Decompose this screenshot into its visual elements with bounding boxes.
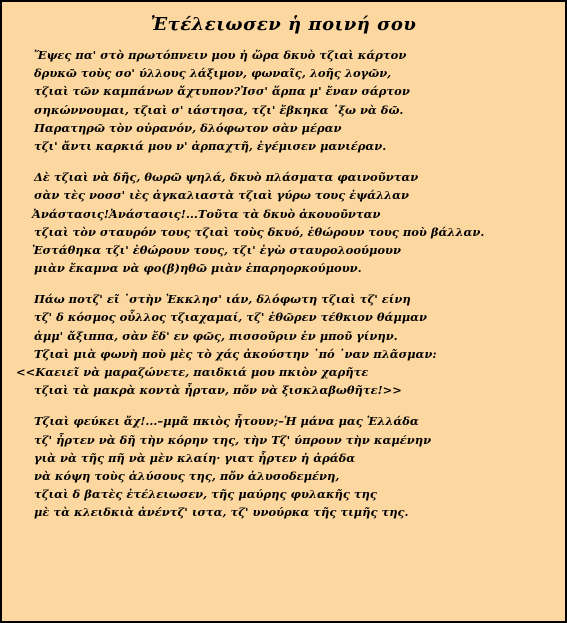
verse-line: σὰν τὲς νοσσ' ιὲς ἀγκαλιαστὰ τζιαὶ γύρω τους ἐψάλλαν — [34, 188, 409, 203]
stanza — [2, 168, 565, 277]
stanza — [2, 412, 565, 521]
verse-line: μιὰν ἔκαμνα νὰ φο(β)ηθῶ μιὰν ἐπαρηορκούμουν. — [34, 261, 362, 276]
verse-line: τζιαὶ τῶν καμπάνων ἄχτυπον?Ἰσσ' ἅρπα μ' ἔναν σάρτον — [34, 84, 410, 99]
verse-line: ἀμμ' ἄξιππα, σὰν ἔδ' εν φῶς, πισσοῦριν ἐν μποῦ γίνην. — [34, 328, 398, 343]
verse-line: τζι' ἄντι καρκιά μου ν' ἀρπαχτῆ, ἐγέμισεν μανιέραν. — [34, 138, 387, 153]
verse-line: τζ' ἦρτεν νὰ δῆ τὴν κόρην της, τὴν Τζ' ύπρουν τὴν καμένην — [34, 432, 432, 447]
verse-line: σηκώννουμαι, τζιαὶ σ' ιάστησα, τζι' ἔβκηκα ᾽ξω νὰ δῶ. — [34, 102, 404, 117]
verse-line: Τζιαὶ φεύκει ἄχ!...–μμᾶ πκιὸς ἦτουν;–Ἡ μάνα μας Ἑλλάδα — [34, 414, 419, 429]
stanza — [2, 46, 565, 155]
verse-line: τζιαὶ τὸν σταυρόν τους τζιαὶ τοὺς δκυό, ἐθώρουν τους ποὺ βάλλαν. — [34, 224, 485, 239]
verse-line: γιὰ νὰ τῆς πῆ νὰ μὲν κλαίη· γιατ ἦρτεν ἡ ἀράδα — [34, 450, 356, 465]
verse-line: Δὲ τζιαὶ νὰ δῆς, θωρῶ ψηλά, δκυὸ πλάσματα φαινοῦνταν — [34, 170, 419, 185]
verse-line: Ἔψες πα' στὸ πρωτόπνειν μου ἡ ὥρα δκυὸ τζιαὶ κάρτον — [34, 48, 407, 62]
verse-line: τζιαὶ τὰ μακρὰ κοντὰ ἦρταν, πὄν νὰ ξισκλαβωθῆτε!>> — [34, 383, 402, 398]
verse-line: νὰ κόψη τοὺς ἁλύσους της, πὄν ἁλυσοδεμένη, — [34, 468, 340, 483]
verse-line: μὲ τὰ κλειδκιὰ ἀνέντζ' ιστα, τζ' υνούρκα τῆς τιμῆς της. — [34, 505, 409, 520]
verse-line: δρυκῶ τοὺς σο' ύλλους λάξιμον, φωναῖς, λοῆς λογῶν, — [34, 66, 392, 81]
verse-line: τζ' δ κόσμος οὖλλος τζιαχαμαί, τζ' ἐθῶρεν τέθκιον θάμμαν — [34, 310, 428, 325]
verse-line: Πάω ποτζ' εῖ ᾽στὴν Ἐκκλησ' ιάν, δλόφωτη τζιαὶ τζ' είνη — [34, 292, 411, 307]
verse-line: Τζιαὶ μιὰ φωνὴ ποὺ μὲς τὸ χάς ἀκούστην ᾽πό ᾽ναν πλᾶσμαν: — [34, 346, 437, 361]
verse-line: Ἀνάστασις!Ἀνάστασις!...Τοῦτα τὰ δκυὸ ἀκουοῦνταν — [32, 206, 381, 221]
verse-line: <<Καειεῖ νὰ μαραζώνετε, παιδκιά μου πκιὸν χαρῆτε — [16, 365, 369, 379]
verse-line: Ἐστάθηκα τζι' ἐθώρουν τους, τζι' ἐγὼ σταυρολοούμουν — [32, 242, 402, 257]
poem-title: Ἐτέλειωσεν ἡ ποινή σου — [150, 14, 417, 35]
stanza — [2, 290, 565, 399]
poem-body — [2, 46, 565, 535]
verse-line: Παρατηρῶ τὸν οὐρανόν, δλόφωτον σὰν μέραν — [34, 120, 342, 135]
verse-line: τζιαὶ δ βατὲς ἐτέλειωσεν, τῆς μαύρης φυλακῆς της — [34, 487, 377, 502]
